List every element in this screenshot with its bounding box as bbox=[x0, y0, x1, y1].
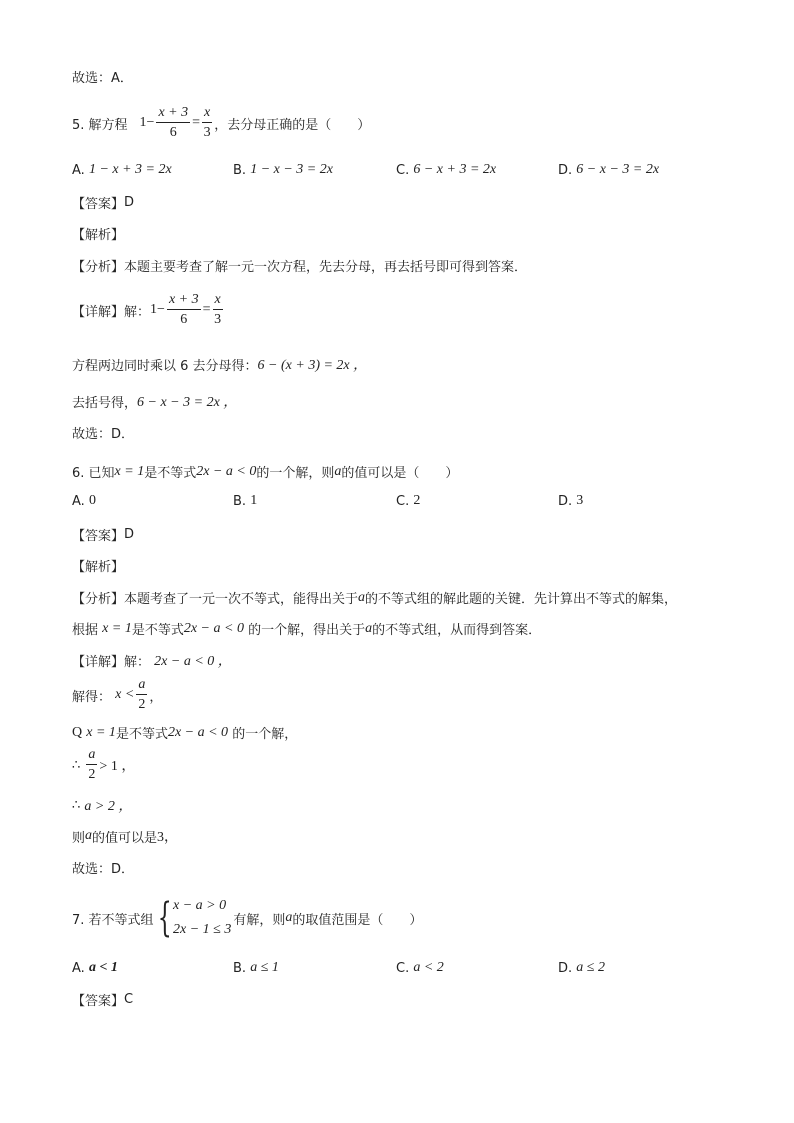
answer-value: D bbox=[124, 195, 135, 210]
option-label: D. bbox=[558, 493, 573, 509]
analysis-text bbox=[72, 619, 541, 638]
option-label: C. bbox=[396, 493, 410, 509]
fraction bbox=[136, 678, 147, 712]
numerator: a bbox=[136, 678, 147, 695]
question-number: 5. 解方程 bbox=[72, 117, 128, 133]
text: 的一个解，得出关于 bbox=[248, 623, 366, 638]
text: 是不等式 bbox=[131, 623, 184, 638]
math: − bbox=[157, 302, 165, 317]
option-label: A. bbox=[72, 493, 85, 509]
math: 6 − x + 3 = 2x bbox=[413, 162, 497, 177]
option-label: B. bbox=[233, 493, 247, 509]
answer-tag: 【答案】 bbox=[72, 197, 125, 212]
math: a bbox=[85, 828, 93, 843]
math: x < bbox=[115, 687, 135, 702]
numerator: x bbox=[213, 293, 223, 310]
solution-line bbox=[72, 650, 232, 670]
math: 1 − x + 3 = 2x bbox=[88, 162, 172, 177]
answer-line bbox=[72, 990, 133, 1009]
solution-step bbox=[72, 391, 237, 411]
option-label: B. bbox=[233, 162, 247, 178]
text: 的值可以是 bbox=[92, 830, 158, 846]
text: 的取值范围是（ ） bbox=[292, 912, 423, 928]
fraction bbox=[202, 106, 212, 140]
option-b bbox=[233, 493, 257, 509]
text: 故选：D． bbox=[72, 862, 135, 877]
option-b bbox=[233, 960, 279, 976]
answer-value: D bbox=[124, 527, 135, 542]
text: 【详解】 bbox=[72, 654, 125, 670]
answer-line bbox=[72, 193, 134, 212]
math: a < 1 bbox=[88, 960, 118, 975]
math: 0 bbox=[88, 493, 96, 508]
numerator: x + 3 bbox=[167, 293, 201, 310]
solution-step bbox=[72, 354, 367, 374]
text: ， bbox=[149, 689, 163, 705]
denominator: 6 bbox=[169, 125, 177, 140]
text: 的不等式组的解此题的关键．先计算出不等式的解集， bbox=[365, 592, 678, 607]
text-line bbox=[72, 423, 134, 442]
question-7-stem bbox=[72, 895, 423, 941]
question-5-stem bbox=[72, 106, 370, 140]
text: 方程两边同时乘以 6 去分母得： bbox=[72, 358, 258, 374]
text: 的值可以是（ ） bbox=[341, 466, 459, 481]
denominator: 2 bbox=[138, 697, 146, 712]
numerator: x + 3 bbox=[156, 106, 190, 123]
answer-tag: 【答案】 bbox=[72, 529, 125, 544]
system-rows bbox=[173, 898, 231, 938]
answer-tag: 【答案】 bbox=[72, 994, 125, 1009]
solution-step bbox=[72, 678, 162, 712]
math: a bbox=[285, 910, 293, 925]
text: 根据 bbox=[72, 623, 99, 638]
option-label: D. bbox=[558, 162, 573, 178]
option-label: C. bbox=[396, 960, 410, 976]
math: = bbox=[192, 115, 201, 130]
text: 【分析】 bbox=[72, 592, 125, 607]
math: = bbox=[202, 302, 211, 317]
math: x = 1 bbox=[102, 620, 132, 636]
text: 的不等式组，从而得到答案． bbox=[372, 623, 542, 638]
text: 的一个解，则 bbox=[256, 466, 335, 481]
therefore-symbol: ∴ bbox=[72, 757, 81, 773]
option-c bbox=[396, 960, 444, 976]
text: 本题主要考查了解一元一次方程，先去分母，再去括号即可得到答案． bbox=[124, 260, 528, 275]
math: 2 bbox=[413, 493, 421, 508]
numerator: x bbox=[202, 106, 212, 123]
text-line bbox=[72, 67, 133, 86]
math: a ≤ 2 bbox=[576, 960, 605, 975]
text: 故选：A． bbox=[72, 71, 133, 86]
fraction bbox=[167, 293, 201, 327]
math: 6 − (x + 3) = 2x ， bbox=[257, 358, 368, 373]
math: 3， bbox=[157, 830, 179, 845]
math: a bbox=[365, 620, 373, 636]
math: 2x − a < 0 bbox=[167, 724, 229, 740]
option-d bbox=[558, 162, 659, 178]
math: 3 bbox=[576, 493, 584, 508]
math: 1 bbox=[139, 115, 147, 130]
math: a bbox=[334, 463, 342, 479]
denominator: 2 bbox=[88, 767, 96, 782]
option-label: B. bbox=[233, 960, 247, 976]
math: 2x − a < 0 bbox=[196, 463, 257, 479]
inequality-system bbox=[156, 895, 232, 941]
math: 6 − x − 3 = 2x ， bbox=[137, 395, 238, 410]
math: 2x − a < 0 ， bbox=[154, 654, 232, 669]
text: 故选：D． bbox=[72, 427, 135, 442]
text: 去括号得， bbox=[72, 395, 138, 411]
text-line bbox=[72, 858, 134, 877]
option-label: C. bbox=[396, 162, 410, 178]
option-a bbox=[72, 162, 172, 178]
math: a < 2 bbox=[413, 960, 444, 975]
fraction bbox=[156, 106, 190, 140]
text: 有解，则 bbox=[233, 912, 286, 928]
math: 1 bbox=[250, 493, 258, 508]
text: 的一个解， bbox=[232, 727, 298, 742]
text: 【分析】 bbox=[72, 260, 125, 275]
text: 是不等式 bbox=[115, 727, 168, 742]
analysis-heading bbox=[72, 556, 124, 575]
option-a bbox=[72, 493, 96, 509]
text: 【详解】 bbox=[72, 304, 125, 320]
numerator: a bbox=[86, 748, 97, 765]
left-brace: { bbox=[157, 895, 172, 941]
math: x = 1 bbox=[114, 463, 145, 479]
option-b bbox=[233, 162, 333, 178]
fraction bbox=[213, 293, 223, 327]
denominator: 3 bbox=[214, 312, 222, 327]
math: a ≤ 1 bbox=[250, 960, 279, 975]
answer-line bbox=[72, 525, 134, 544]
solution-step bbox=[72, 723, 297, 742]
option-a bbox=[72, 960, 118, 976]
system-row: 2x − 1 ≤ 3 bbox=[173, 922, 232, 937]
text: 解： bbox=[124, 304, 151, 320]
text: 【解析】 bbox=[72, 228, 125, 243]
denominator: 3 bbox=[203, 125, 211, 140]
math: 1 bbox=[150, 302, 158, 317]
text: 解得： bbox=[72, 689, 112, 705]
math: x = 1 bbox=[86, 724, 116, 740]
text: 本题考查了一元一次不等式，能得出关于 bbox=[124, 592, 359, 607]
text: ，去分母正确的是（ ） bbox=[214, 117, 371, 133]
math: − bbox=[146, 115, 155, 130]
system-row: x − a > 0 bbox=[173, 898, 227, 913]
fraction bbox=[86, 748, 97, 782]
math: a > 2 ， bbox=[84, 799, 133, 814]
question-number: 7. 若不等式组 bbox=[72, 912, 154, 928]
text: 则 bbox=[72, 830, 86, 846]
analysis-text bbox=[72, 256, 527, 275]
analysis-heading bbox=[72, 224, 124, 243]
therefore-symbol: ∴ bbox=[72, 797, 81, 813]
math: 1 − x − 3 = 2x bbox=[250, 162, 333, 177]
analysis-text bbox=[72, 588, 677, 607]
math: a bbox=[358, 589, 366, 605]
answer-value: C bbox=[124, 992, 134, 1007]
solution-line bbox=[72, 293, 225, 327]
solution-step bbox=[72, 748, 135, 782]
math: 2x − a < 0 bbox=[183, 620, 244, 636]
math: > 1 ， bbox=[99, 759, 136, 774]
question-number: 6. 已知 bbox=[72, 466, 115, 481]
text: 解： bbox=[124, 654, 151, 670]
option-label: A. bbox=[72, 960, 85, 976]
text: 是不等式 bbox=[144, 466, 197, 481]
denominator: 6 bbox=[180, 312, 188, 327]
option-label: D. bbox=[558, 960, 573, 976]
option-c bbox=[396, 493, 420, 509]
question-6-stem bbox=[72, 462, 458, 481]
solution-step bbox=[72, 826, 178, 846]
math: 6 − x − 3 = 2x bbox=[576, 162, 660, 177]
option-d bbox=[558, 960, 605, 976]
option-label: A. bbox=[72, 162, 85, 178]
solution-step bbox=[72, 795, 132, 815]
because-symbol: Q bbox=[72, 724, 83, 740]
text: 【解析】 bbox=[72, 560, 125, 575]
option-d bbox=[558, 493, 583, 509]
option-c bbox=[396, 162, 496, 178]
